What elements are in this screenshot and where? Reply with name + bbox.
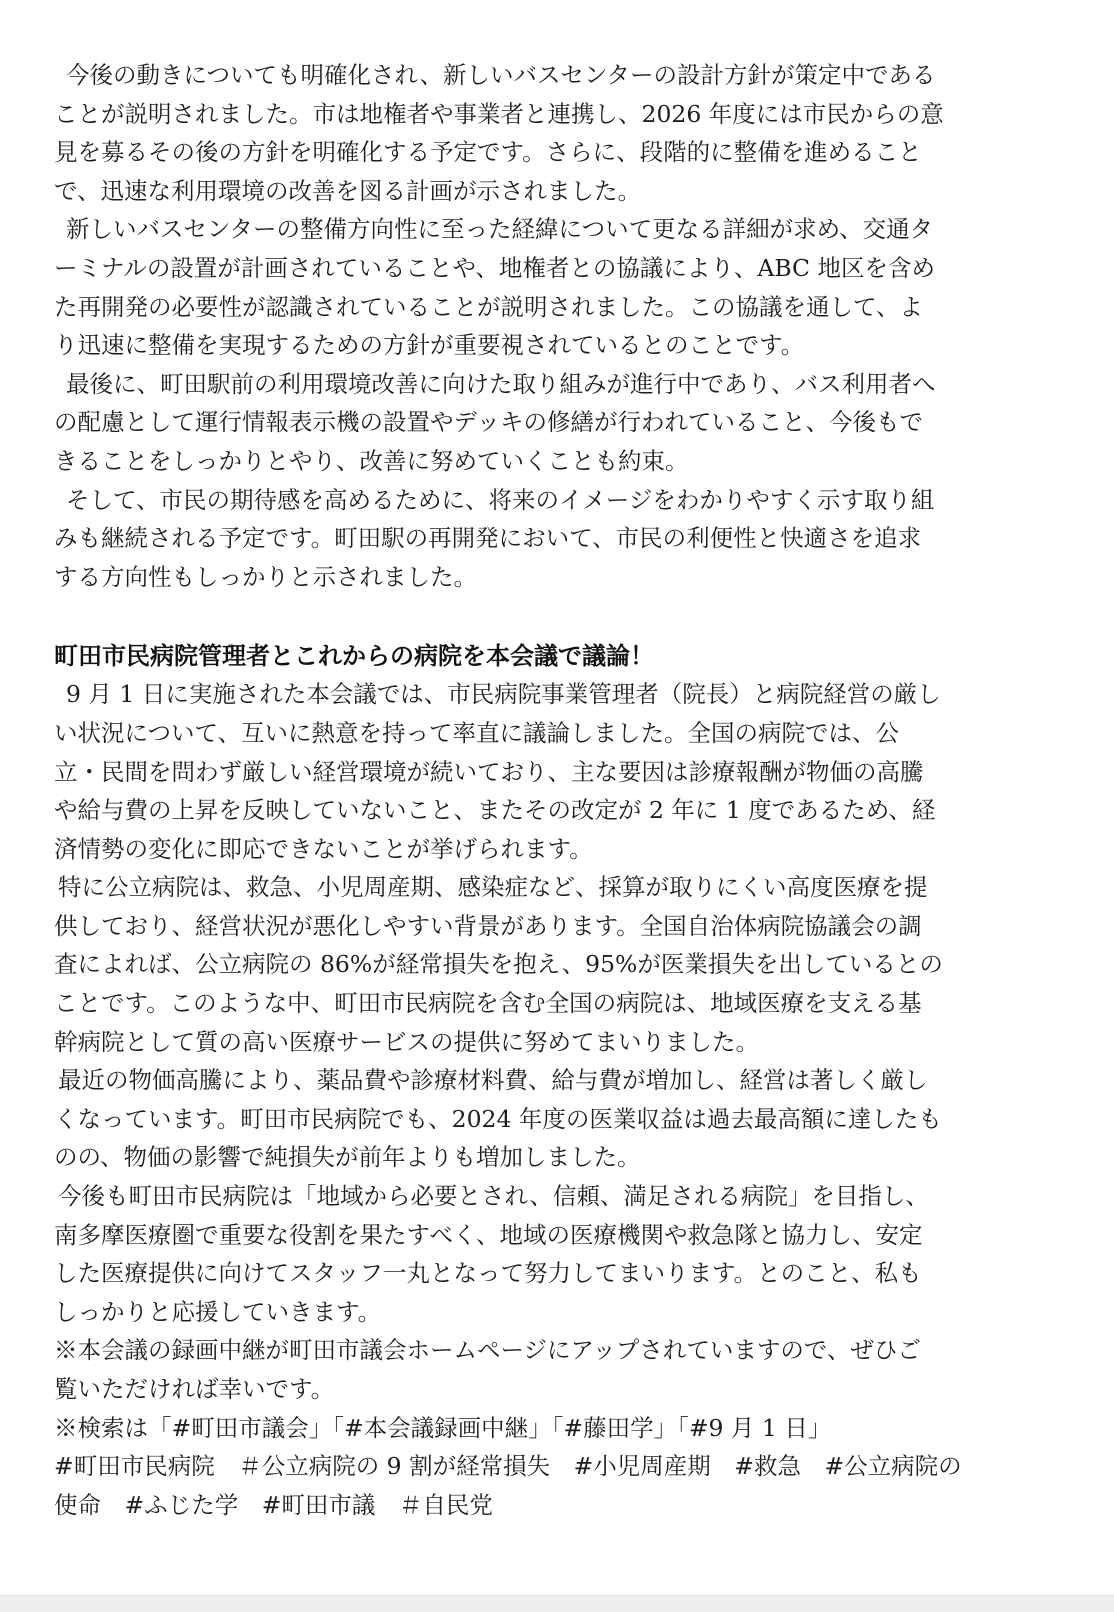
article-body	[54, 56, 1062, 1524]
section-spacer	[54, 596, 1062, 637]
paragraph-station-improvement: 最後に、町田駅前の利用環境改善に向けた取り組みが進行中であり、バス利用者へ の配慮として運行情報表示機の設置やデッキの修繕が行われていること、今後もで きることをしっかりとやり、改善に努めていくことも約束。	[54, 369, 936, 475]
paragraph-bus-center-background: 新しいバスセンターの整備方向性に至った経緯について更なる詳細が求め、交通タ ーミナルの設置が計画されていることや、地権者との協議により、ABC 地区を含め た再開発の必要性が認識されていることが説明されました。この協議を通して、よ り迅速に整備を実現するための方針が重要視されているとのことです。	[54, 215, 935, 360]
paragraph-bus-center-plan: 今後の動きについても明確化され、新しいバスセンターの設計方針が策定中である ことが説明されました。市は地権者や事業者と連携し、2026 年度には市民からの意 見を募るその後の方針を明確化する予定です。さらに、段階的に整備を進めること で、迅速な利用環境の改善を図る計画が示されました。	[54, 61, 944, 205]
paragraph-future-image: そして、市民の期待感を高めるために、将来のイメージをわかりやすく示す取り組 みも継続される予定です。町田駅の再開発において、市民の利便性と快適さを追求 する方向性もしっかりと示されました。	[54, 485, 935, 591]
paragraph-rising-costs: 最近の物価高騰により、薬品費や診療材料費、給与費が増加し、経営は著しく厳し くなっています。町田市民病院でも、2024 年度の医業収益は過去最高額に達したも のの、物価の影響で純損失が前年よりも増加しました。	[54, 1066, 942, 1172]
note-recording: ※本会議の録画中継が町田市議会ホームページにアップされていますので、ぜひご 覧いただければ幸いです。	[54, 1336, 921, 1403]
section-heading: 町田市民病院管理者とこれからの病院を本会議で議論！	[54, 642, 654, 671]
bottom-edge-bar	[0, 1595, 1114, 1612]
paragraph-public-hospitals: 特に公立病院は、救急、小児周産期、感染症など、採算が取りにくい高度医療を提 供しており、経営状況が悪化しやすい背景があります。全国自治体病院協議会の調 査によれば、公立病院の 86%が経常損失を抱え、95%が医業損失を出しているとの ことです。このような中、町田市民病院を含む全国の病院は、地域医療を支える基 幹病院として質の高い医療サービスの提供に努めてまいりました。	[54, 873, 943, 1056]
paragraph-plenary-session: 9 月 1 日に実施された本会議では、市民病院事業管理者（院長）と病院経営の厳し い状況について、互いに熱意を持って率直に議論しました。全国の病院では、公 立・民間を問わず厳しい経営環境が続いており、主な要因は診療報酬が物価の高騰 や給与費の上昇を反映していないこと、またその改定が 2 年に 1 度であるため、経 済情勢の変化に即応できないことが挙げられます。	[54, 680, 941, 863]
paragraph-hospital-future: 今後も町田市民病院は「地域から必要とされ、信頼、満足される病院」を目指し、 南多摩医療圏で重要な役割を果たすべく、地域の医療機関や救急隊と協力し、安定 した医療提供に向けてスタッフ一丸となって努力してまいります。とのこと、私も しっかりと応援していきます。	[54, 1182, 929, 1326]
note-search-hashtags: ※検索は「#町田市議会」「#本会議録画中継」「#藤田学」「#9 月 1 日」 #町田市民病院 ＃公立病院の 9 割が経常損失 #小児周産期 #救急 #公立病院の 使命 #ふじた学 #町田市議 ＃自民党	[54, 1413, 962, 1519]
